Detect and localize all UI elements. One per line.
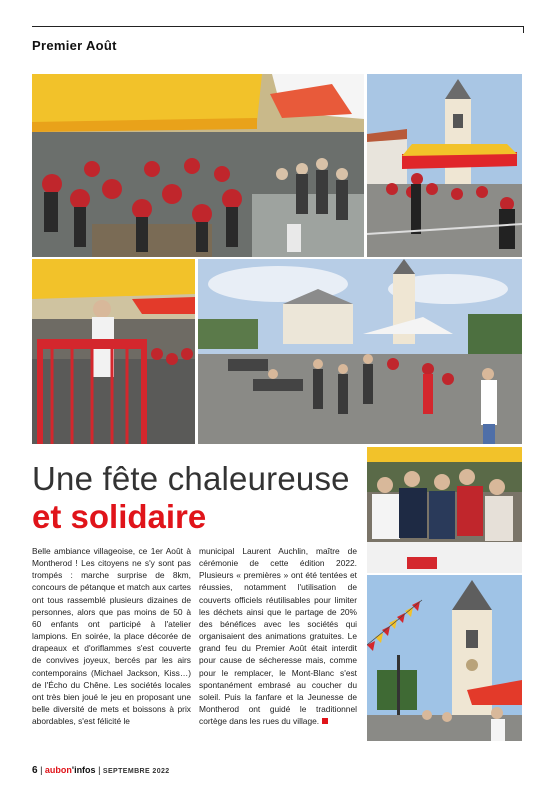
photo-band-under-tent: [32, 74, 364, 257]
page-number: 6: [32, 765, 38, 776]
article-column-2-text: municipal Laurent Auchlin, maître de cérémonie de cette édition 2022. Plusieurs « premières » ont été tentées et réussies, notamment l'utilisation de couverts officiels réutilisables pour limiter les déchets ainsi que le partage de 20% des bénéfices avec les sociétés qui organisaient des animations gratuites. Le grand feu du Premier Août était interdit pour cause de sécheresse mais, comme pour le remplacer, le Mont-Blanc s'est spontanément embrasé au coucher du soleil. Puis la fanfare et la Jeunesse de Montherod ont guidé le traditionnel cortège dans les rues du village.: [199, 546, 357, 727]
photo-church-tower-flags: [367, 575, 522, 741]
photo-group-at-table: [367, 447, 522, 573]
issue-date: SEPTEMBRE 2022: [102, 768, 170, 775]
section-title: Premier Août: [32, 38, 117, 53]
magazine-brand-part1: aubon: [44, 765, 72, 775]
magazine-brand-part2: infos: [74, 765, 96, 775]
top-rule: [32, 26, 524, 27]
end-mark: [322, 718, 328, 724]
photo-man-with-lantern: [32, 259, 195, 444]
article-column-2: [199, 545, 357, 727]
footer: [32, 765, 170, 776]
footer-separator: |: [40, 765, 45, 775]
magazine-brand-apostrophe: ': [71, 765, 75, 775]
photo-village-square-crowd: [198, 259, 522, 444]
article-title-line1: Une fête chaleureuse: [32, 460, 350, 497]
photo-church-red-tent: [367, 74, 522, 257]
footer-separator-2: |: [98, 765, 103, 775]
top-rule-tick: [523, 26, 524, 33]
article-title-line2: et solidaire: [32, 498, 207, 535]
article-column-1: Belle ambiance villageoise, ce 1er Août à Montherod ! Les citoyens ne s'y sont pas trompés : marche surprise de 8km, concours de pétanque et match aux cartes ont tous rassemblé plusieurs dizaines de personnes, alors que pas moins de 50 à 60 enfants ont participé à l'atelier lampions. En soirée, la place décorée de drapeaux et d'oriflammes s'est couverte de convives joyeux, bercés par les airs contemporains (Michael Jackson, Kiss…) de l'Écho du Chêne. Les sociétés locales ont très bien joué le jeu en proposant une belle diversité de mets et boissons à prix abordables, s'est félicité le: [32, 546, 191, 727]
